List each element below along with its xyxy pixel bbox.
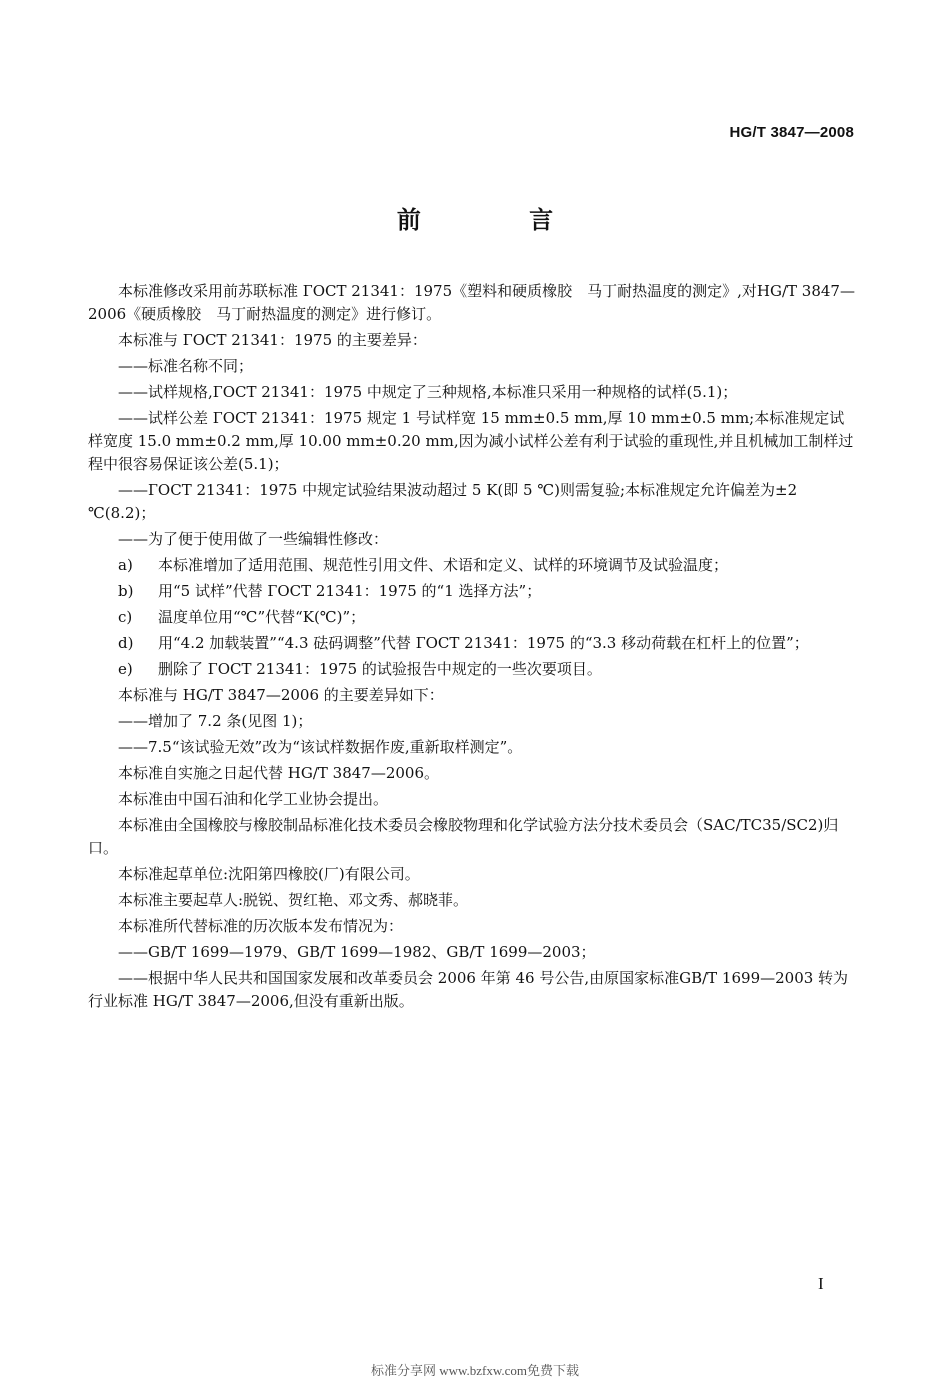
list-item-text: 温度单位用“℃”代替“K(℃)”； <box>158 608 366 626</box>
paragraph: ——GB/T 1699—1979、GB/T 1699—1982、GB/T 1699—2003； <box>118 943 596 961</box>
paragraph: 本标准由全国橡胶与橡胶制品标准化技术委员会橡胶物理和化学试验方法分技术委员会（SAC/TC35/SC2)归口。 <box>88 816 839 857</box>
list-item-label: c) <box>118 608 133 626</box>
paragraph: 本标准与 HG/T 3847—2006 的主要差异如下： <box>118 686 444 704</box>
paragraph: ——ГОСТ 21341：1975 中规定试验结果波动超过 5 K(即 5 ℃)则需复验;本标准规定允许偏差为±2 ℃(8.2)； <box>88 481 798 522</box>
list-item-label: a) <box>118 556 133 574</box>
paragraph: 本标准所代替标准的历次版本发布情况为： <box>118 917 404 935</box>
list-item <box>88 580 858 603</box>
list-item-text: 删除了 ГОСТ 21341：1975 的试验报告中规定的一些次要项目。 <box>158 660 602 678</box>
list-item-text: 用“5 试样”代替 ГОСТ 21341：1975 的“1 选择方法”； <box>158 582 542 600</box>
list-item <box>88 658 858 681</box>
standard-number: HG/T 3847—2008 <box>729 124 854 141</box>
list-item <box>88 554 858 577</box>
paragraph: 本标准主要起草人:脱锐、贺红艳、邓文秀、郝晓菲。 <box>118 891 469 909</box>
paragraph: ——根据中华人民共和国国家发展和改革委员会 2006 年第 46 号公告,由原国家标准GB/T 1699—2003 转为行业标准 HG/T 3847—2006,但没有重新出版。 <box>88 969 849 1010</box>
paragraph: ——为了便于使用做了一些编辑性修改： <box>118 530 389 548</box>
paragraph: 本标准与 ГОСТ 21341：1975 的主要差异： <box>118 331 427 349</box>
list-item-text: 用“4.2 加载装置”“4.3 砝码调整”代替 ГОСТ 21341：1975 的“3.3 移动荷载在杠杆上的位置”； <box>158 634 809 652</box>
list-item-label: d) <box>118 634 134 652</box>
list-item-label: e) <box>118 660 133 678</box>
foreword-body <box>88 280 858 1016</box>
list-item <box>88 632 858 655</box>
page-title: 前 言 <box>396 206 604 234</box>
paragraph: 本标准由中国石油和化学工业协会提出。 <box>118 790 389 808</box>
page-number: I <box>818 1274 824 1293</box>
list-item-text: 本标准增加了适用范围、规范性引用文件、术语和定义、试样的环境调节及试验温度； <box>158 556 729 574</box>
paragraph: ——增加了 7.2 条(见图 1)； <box>118 712 313 730</box>
list-item <box>88 606 858 629</box>
paragraph: ——标准名称不同； <box>118 357 254 375</box>
paragraph: ——试样规格,ГОСТ 21341：1975 中规定了三种规格,本标准只采用一种规格的试样(5.1)； <box>118 383 738 401</box>
paragraph: 本标准修改采用前苏联标准 ГОСТ 21341：1975《塑料和硬质橡胶 马丁耐热温度的测定》,对HG/T 3847—2006《硬质橡胶 马丁耐热温度的测定》进行修订。 <box>88 282 855 323</box>
footer-watermark: 标准分享网 www.bzfxw.com免费下载 <box>370 1363 580 1378</box>
paragraph: ——试样公差 ГОСТ 21341：1975 规定 1 号试样宽 15 mm±0.5 mm,厚 10 mm±0.5 mm;本标准规定试样宽度 15.0 mm±0.2 mm,厚 10.00 mm±0.20 mm,因为减小试样公差有利于试验的重现性,并且机械加工制样过程中很容易保证该公差(5.1)； <box>88 409 854 473</box>
list-item-label: b) <box>118 582 134 600</box>
paragraph: ——7.5“该试验无效”改为“该试样数据作废,重新取样测定”。 <box>118 738 523 756</box>
paragraph: 本标准起草单位:沈阳第四橡胶(厂)有限公司。 <box>118 865 420 883</box>
paragraph: 本标准自实施之日起代替 HG/T 3847—2006。 <box>118 764 440 782</box>
